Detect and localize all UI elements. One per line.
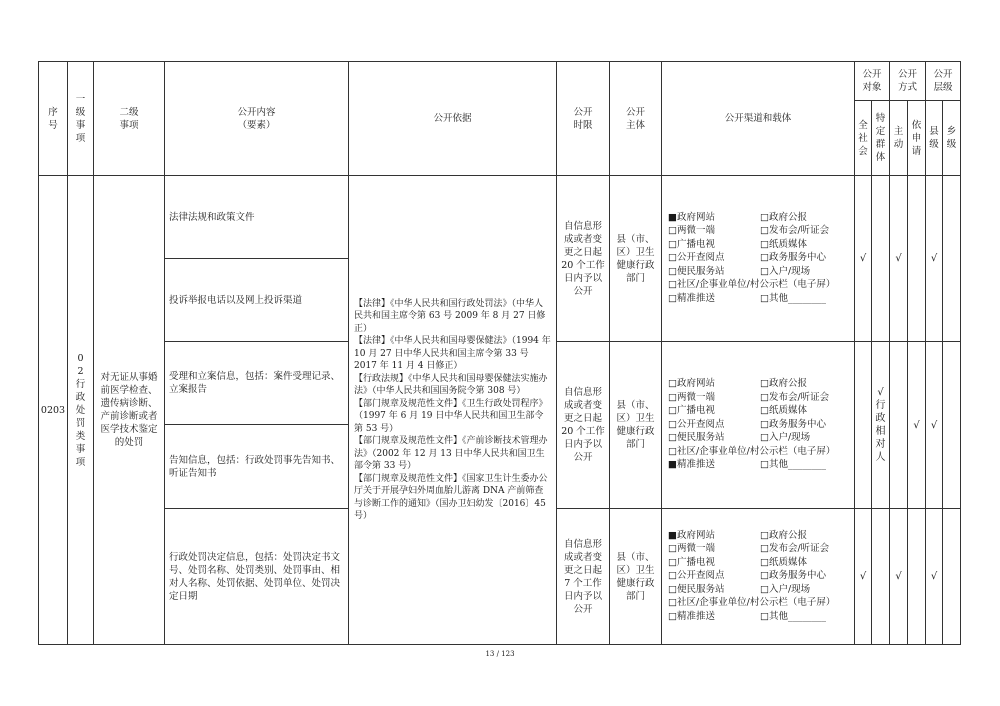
header-county: 县级 (926, 101, 943, 176)
channel-item: □政务服务中心 (760, 252, 826, 264)
header-subject: 公开 主体 (610, 62, 662, 176)
channel-item (760, 446, 854, 459)
township-mark (943, 176, 961, 342)
header-basis: 公开依据 (349, 62, 557, 176)
content-cell: 行政处罚决定信息，包括：处罚决定书文号、处罚名称、处罚类别、处罚事由、相对人名称、处罚依据、处罚单位、处罚决定日期 (165, 509, 349, 645)
subject-cell: 县（市、区）卫生健康行政部门 (610, 176, 662, 342)
header-all-society: 全社会 (855, 101, 872, 176)
channel-item (760, 597, 854, 610)
channel-item: □广播电视 (668, 405, 715, 417)
township-mark (943, 509, 961, 645)
page-number: 13 / 123 (485, 650, 515, 658)
header-content: 公开内容 （要素） (165, 62, 349, 176)
channel-item: □发布会/听证会 (760, 225, 830, 237)
content-cell: 投诉举报电话以及网上投诉渠道 (165, 259, 349, 342)
channel-item: □纸质媒体 (760, 556, 807, 568)
time-cell: 自信息形成或者变更之日起 20 个工作日内予以公开 (557, 176, 610, 342)
channel-cell (662, 509, 855, 645)
channel-list (662, 378, 854, 472)
header-level1: 一级事项 (68, 62, 94, 176)
channel-item: □社区/企事业单位/村公示栏（电子屏） (668, 445, 836, 457)
subject-cell: 县（市、区）卫生健康行政部门 (610, 342, 662, 509)
channel-item: □公开查阅点 (668, 252, 725, 264)
channel-item: □公开查阅点 (668, 418, 725, 430)
header-township: 乡级 (943, 101, 961, 176)
county-mark: √ (926, 342, 943, 509)
channel-item: □政府公报 (760, 529, 807, 541)
channel-item: □便民服务站 (668, 265, 725, 277)
channel-item: □两微一端 (668, 225, 715, 237)
basis-item: 【行政法规】《中华人民共和国母婴保健法实施办法》（中华人民共和国国务院令第 308 号） (354, 373, 548, 396)
basis-item: 【部门规章及规范性文件】《产前诊断技术管理办法》（2002 年 12 月 13 日中华人民共和国卫生部令第 33 号） (354, 436, 548, 471)
channel-list (662, 212, 854, 306)
header-specific-group: 特定群体 (872, 101, 890, 176)
header-method: 公开 方式 (890, 62, 926, 101)
subject-cell: 县（市、区）卫生健康行政部门 (610, 509, 662, 645)
specific-group-mark (872, 176, 890, 342)
channel-item: ■精准推送 (668, 459, 715, 471)
channel-item: □政府网站 (668, 378, 715, 390)
channel-item: □其他________ (760, 610, 826, 622)
basis-item: 【法律】《中华人民共和国母婴保健法》（1994 年 10 月 27 日中华人民共和国主席令第 33 号 2017 年 11 月 4 日修正） (354, 336, 551, 371)
county-mark: √ (926, 509, 943, 645)
header-layer: 公开 层级 (926, 62, 961, 101)
header-channel: 公开渠道和载体 (662, 62, 855, 176)
channel-item: □入户/现场 (760, 265, 811, 277)
channel-item: □广播电视 (668, 556, 715, 568)
on-request-mark: √ (908, 342, 926, 509)
content-cell: 告知信息，包括：行政处罚事先告知书、听证告知书 (165, 425, 349, 509)
channel-item: □社区/企事业单位/村公示栏（电子屏） (668, 279, 836, 291)
channel-item: □纸质媒体 (760, 405, 807, 417)
channel-item: ■政府网站 (668, 529, 715, 541)
level1-cell: 02行政处罚类事项 (68, 176, 94, 645)
header-on-request: 依申请 (908, 101, 926, 176)
header-level2: 二级 事项 (94, 62, 165, 176)
channel-item: □其他________ (760, 459, 826, 471)
content-cell: 法律法规和政策文件 (165, 176, 349, 259)
basis-item: 【法律】《中华人民共和国行政处罚法》（中华人民共和国主席令第 63 号 2009 年 8 月 27 日修正） (354, 298, 546, 334)
channel-item: □政府公报 (760, 211, 807, 223)
township-mark (943, 342, 961, 509)
channel-item: □入户/现场 (760, 432, 811, 444)
channel-item: □便民服务站 (668, 583, 725, 595)
time-cell: 自信息形成或者变更之日起 20 个工作日内予以公开 (557, 342, 610, 509)
channel-item: □发布会/听证会 (760, 543, 830, 555)
time-cell: 自信息形成或者变更之日起 7 个工作日内予以公开 (557, 509, 610, 645)
channel-item: □政府公报 (760, 378, 807, 390)
channel-item: □两微一端 (668, 543, 715, 555)
disclosure-table (38, 61, 961, 645)
channel-item: □其他________ (760, 292, 826, 304)
active-mark (890, 342, 908, 509)
channel-item: ■政府网站 (668, 211, 715, 223)
channel-item: □公开查阅点 (668, 570, 725, 582)
active-mark: √ (890, 176, 908, 342)
channel-item: □政务服务中心 (760, 570, 826, 582)
channel-item: □政务服务中心 (760, 418, 826, 430)
channel-item: □发布会/听证会 (760, 391, 830, 403)
channel-item: □精准推送 (668, 292, 715, 304)
channel-cell (662, 342, 855, 509)
seq-cell: 0203 (39, 176, 68, 645)
channel-item: □社区/企事业单位/村公示栏（电子屏） (668, 597, 836, 609)
header-time: 公开 时限 (557, 62, 610, 176)
on-request-mark (908, 176, 926, 342)
channel-item: □纸质媒体 (760, 238, 807, 250)
channel-item: □便民服务站 (668, 432, 725, 444)
channel-cell (662, 176, 855, 342)
on-request-mark (908, 509, 926, 645)
content-cell: 受理和立案信息，包括：案件受理记录、立案报告 (165, 342, 349, 425)
channel-item (760, 279, 854, 292)
channel-item: □广播电视 (668, 238, 715, 250)
county-mark: √ (926, 176, 943, 342)
active-mark: √ (890, 509, 908, 645)
basis-item: 【部门规章及规范性文件】《国家卫生计生委办公厅关于开展孕妇外周血胎儿游离 DNA 产前筛查与诊断工作的通知》（国办卫妇幼发〔2016〕45 号） (354, 473, 548, 521)
all-society-mark: √ (855, 509, 872, 645)
all-society-mark (855, 342, 872, 509)
basis-cell (349, 176, 557, 645)
all-society-mark: √ (855, 176, 872, 342)
basis-item: 【部门规章及规范性文件】《卫生行政处罚程序》（1997 年 6 月 19 日中华人民共和国卫生部令第 53 号） (354, 398, 548, 434)
channel-item: □入户/现场 (760, 583, 811, 595)
header-active: 主动 (890, 101, 908, 176)
table-row (39, 176, 961, 259)
specific-group-mark (872, 509, 890, 645)
channel-item: □精准推送 (668, 610, 715, 622)
header-seq: 序号 (39, 62, 68, 176)
channel-item: □两微一端 (668, 391, 715, 403)
specific-group-mark: √行政相对人 (872, 342, 890, 509)
level2-cell: 对无证从事婚前医学检查、遗传病诊断、产前诊断或者医学技术鉴定的处罚 (94, 176, 165, 645)
channel-list (662, 530, 854, 624)
header-target: 公开 对象 (855, 62, 890, 101)
